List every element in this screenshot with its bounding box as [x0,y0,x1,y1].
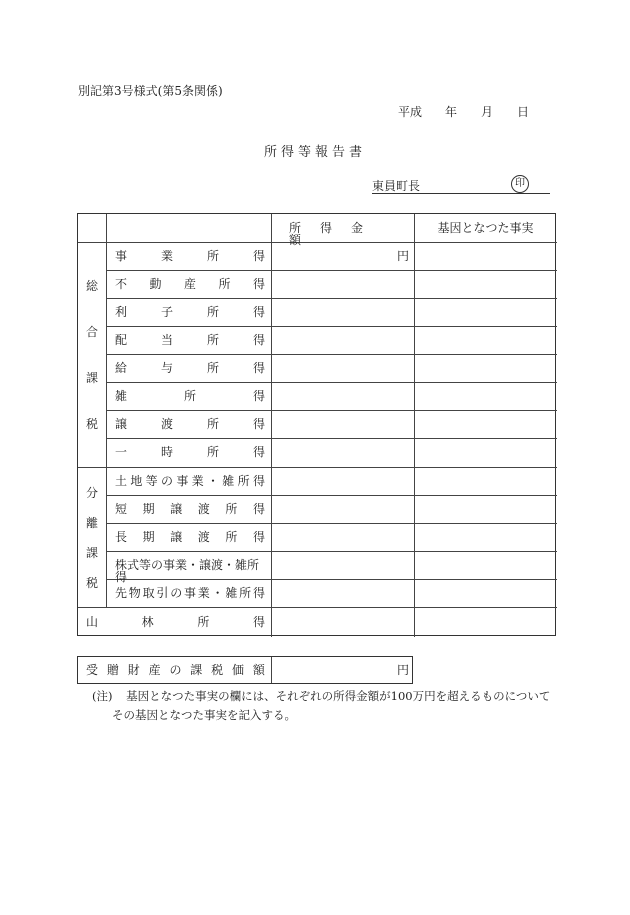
amount-unit: 円 [397,249,410,263]
row-short-term-transfer: 短 期 譲 渡 所 得 [115,502,265,516]
header-amount-text: 所得金額 [289,221,383,247]
header-basis: 基因となつた事実 [437,221,534,235]
footnote [92,687,550,725]
row-interest-income: 利 子 所 得 [115,305,265,319]
date-day: 日 [517,105,530,119]
row-business-income: 事 業 所 得 [115,249,265,263]
page-title: 所得等報告書 [263,145,366,160]
income-table [77,213,556,636]
row-real-estate-income: 不 動 産 所 得 [115,277,265,291]
gift-property-box [77,656,413,684]
footnote-line1: 基因となつた事実の欄には、それぞれの所得金額が100万円を超えるものについて [126,689,551,703]
row-forest-income: 山 林 所 得 [86,615,265,629]
row-futures-income: 先 物 取 引 の 事 業 ・ 雑 所 得 [115,586,265,600]
header-amount [289,222,395,246]
row-land-business-income: 土 地 等 の 事 業 ・ 雑 所 得 [115,474,265,488]
seal-mark: 印 [511,175,529,193]
row-dividend-income: 配 当 所 得 [115,333,265,347]
form-identifier: 別記第3号様式(第5条関係) [78,84,223,98]
gift-label: 受 贈 財 産 の 課 税 価 額 [86,663,265,677]
row-long-term-transfer: 長 期 譲 渡 所 得 [115,530,265,544]
gift-unit: 円 [397,663,410,677]
row-stock-income: 株式等の事業・譲渡・雑所得 [115,558,260,584]
group-general-tax: 総 合 課 税 [85,278,98,432]
row-misc-income: 雑 所 得 [115,389,265,403]
date-year: 年 [445,105,458,119]
row-occasional-income: 一 時 所 得 [115,445,265,459]
footnote-marker: (注) [92,689,113,703]
group-separate-tax: 分 離 課 税 [85,485,98,590]
date-month: 月 [481,105,494,119]
date-era: 平成 [398,105,423,119]
addressee: 東員町長 [372,179,421,193]
addressee-underline [372,193,550,194]
row-transfer-income: 譲 渡 所 得 [115,417,265,431]
row-salary-income: 給 与 所 得 [115,361,265,375]
footnote-line2: その基因となつた事実を記入する。 [112,708,296,722]
